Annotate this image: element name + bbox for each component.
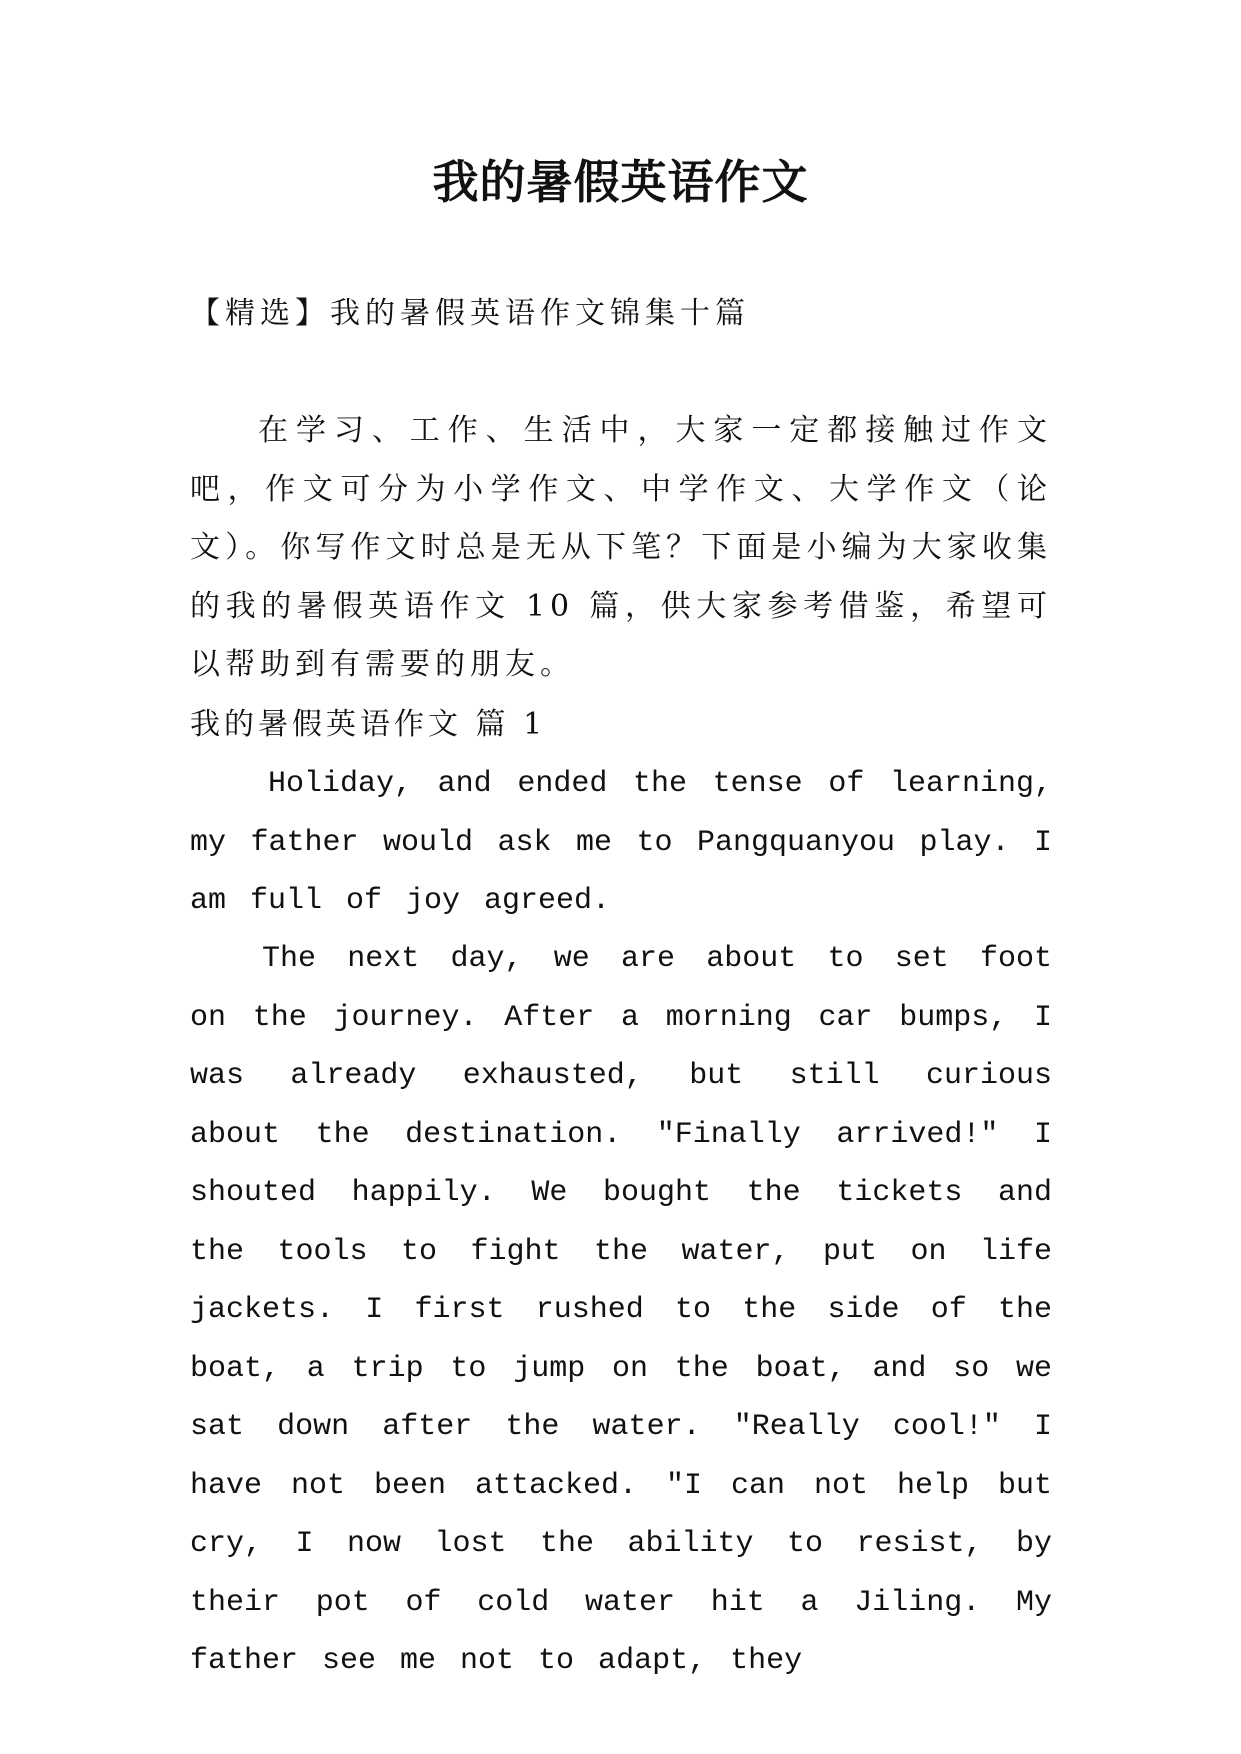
essay-paragraph-1: Holiday, and ended the tense of learning, my father would ask me to Pangquanyou play. I am full of joy agreed. bbox=[190, 767, 1052, 918]
essay-paragraph-2: The next day, we are about to set foot on the journey. After a morning car bumps, I was already exhausted, but still curious about the destination. "Finally arrived!" I shouted happily. We bought the tickets and the tools to fight the water, put on life jackets. I first rushed to the side of the boat, a trip to jump on the boat, and so we sat down after the water. "Really cool!" I have not been attacked. "I can not help but cry, I now lost the ability to resist, by their pot of cold water hit a Jiling. My father see me not to adapt, they bbox=[190, 942, 1052, 1678]
document-title: 我的暑假英语作文 bbox=[432, 155, 809, 209]
section-heading: 我的暑假英语作文 篇 1 bbox=[190, 707, 547, 742]
document-subtitle: 【精选】我的暑假英语作文锦集十篇 bbox=[190, 296, 750, 331]
intro-paragraph: 在学习、工作、生活中，大家一定都接触过作文吧，作文可分为小学作文、中学作文、大学作文（论文）。你写作文时总是无从下笔？下面是小编为大家收集的我的暑假英语作文 10 篇，供大家参考借鉴，希望可以帮助到有需要的朋友。 bbox=[190, 413, 1052, 682]
